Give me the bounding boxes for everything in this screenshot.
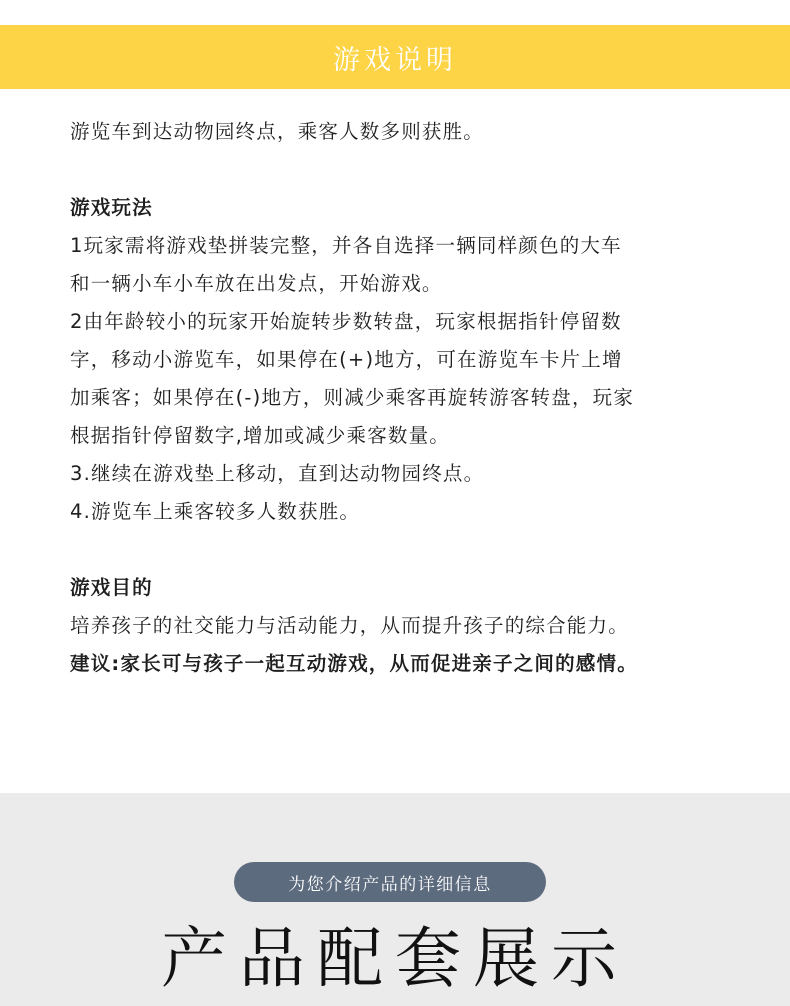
banner-title: 游戏说明	[333, 44, 457, 76]
play-line: 3.继续在游戏垫上移动，直到达动物园终点。	[70, 462, 485, 485]
play-line: 加乘客；如果停在(-)地方，则减少乘客再旋转游客转盘，玩家	[70, 386, 635, 409]
advice-text: 建议:家长可与孩子一起互动游戏，从而促进亲子之间的感情。	[70, 652, 638, 675]
play-line: 根据指针停留数字,增加或减少乘客数量。	[70, 424, 450, 447]
play-line: 2由年龄较小的玩家开始旋转步数转盘，玩家根据指针停留数	[70, 310, 622, 333]
spacer	[70, 531, 770, 569]
instructions	[70, 113, 770, 683]
play-heading: 游戏玩法	[70, 196, 153, 219]
intro-text: 游览车到达动物园终点，乘客人数多则获胜。	[70, 120, 485, 143]
product-section	[0, 793, 790, 1006]
product-title: 产品配套展示	[161, 920, 629, 997]
spacer	[70, 151, 770, 189]
play-line: 4.游览车上乘客较多人数获胜。	[70, 500, 361, 523]
goal-text: 培养孩子的社交能力与活动能力，从而提升孩子的综合能力。	[70, 614, 629, 637]
play-line: 和一辆小车小车放在出发点，开始游戏。	[70, 272, 443, 295]
goal-heading: 游戏目的	[70, 576, 153, 599]
play-line: 1玩家需将游戏垫拼装完整，并各自选择一辆同样颜色的大车	[70, 234, 622, 257]
detail-pill: 为您介绍产品的详细信息	[234, 862, 546, 902]
play-line: 字，移动小游览车，如果停在(+)地方，可在游览车卡片上增	[70, 348, 623, 371]
title-banner	[0, 25, 790, 89]
